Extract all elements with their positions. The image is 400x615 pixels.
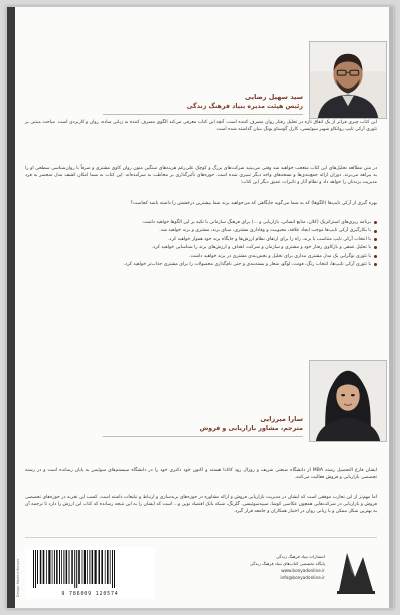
barcode-bar	[43, 550, 45, 584]
barcode-bar	[69, 550, 70, 584]
caption-rule	[103, 436, 303, 437]
book-back-cover	[6, 6, 394, 609]
isbn-barcode	[25, 547, 155, 599]
barcode-bar	[114, 550, 115, 588]
barcode-bar	[71, 550, 73, 584]
publisher-email[interactable]: info@bonyadonline.ir	[280, 575, 325, 580]
person-1-caption	[93, 93, 303, 115]
publisher-tagline: پایگاه تخصصی کتاب‌های بنیاد فرهنگ زندگی	[249, 561, 325, 566]
barcode-bar	[56, 550, 58, 584]
person-2-name: سارا میرزایی	[260, 415, 303, 423]
barcode-bar	[82, 550, 83, 584]
barcode-bar	[101, 550, 103, 584]
barcode-bar	[110, 550, 111, 584]
list-item: با بکارگیری آرکی تایپ‌ها موجب ایجاد علاقه، محبوبیت و وفاداری مشتری، مبنای برند، مشتری و برند خواهید شد.	[25, 227, 377, 234]
portrait-photo-2	[309, 360, 387, 442]
archetype-paragraph: بهره گیری از آرکی تایپ‌ها (الگوها) که به شما می‌گوید جایگاهی که می‌خواهید برند شما بیشترین درخشش را داشته باشد کجاست؟	[130, 201, 377, 206]
barcode-bar	[37, 550, 38, 584]
barcode-bar	[89, 550, 90, 584]
intro-paragraph: این کتاب چیزی فراتر از یک اتفاق تازه در تحلیل رفتار روان مصرف کننده است. آنچه این کتاب معرفی می‌کند الگوی مصرف کننده به زبانی ساده، روان و کاربردی است. مباحث مبتنی بر تئوری آرکی تایپ روانکاو شهیر سوئیسی، کارل گوستاو یونگ بنیان گذاشته شده است.	[25, 120, 377, 133]
publisher-website[interactable]: www.bonyadonline.ir	[281, 568, 325, 573]
list-item: با تئوری آرکی تایپ‌ها، انتخاب رنگ، فونت، لوگو، شعار و بسته‌بندی و حتی نام‌گذاری محصولات را برای مشتری جذاب‌تر خواهید کرد.	[25, 261, 377, 268]
list-item: با تئوری نوگرایی یک مدل مشتری مداری برای تحلیل و بخش‌بندی مشتری در برند خواهید داشت.	[25, 253, 377, 260]
barcode-bar	[61, 550, 62, 584]
barcode-bar	[63, 550, 64, 584]
person-2-role: مترجم، مشاور بازاریابی و فروش	[199, 425, 303, 432]
publisher-info	[175, 553, 325, 581]
portrait-photo-1	[309, 41, 387, 119]
barcode-icon	[25, 547, 155, 589]
spine-edge	[7, 7, 15, 608]
translator-experience-paragraph: اما مهم‌تر از این تجارب موفقی است که ایشان در مدیریت بازاریابی فروش و ارائه مشاوره در حوزه‌های برندسازی و ارتباط و تبلیغات داشته است. کسب این تجربه در حوزه‌های تخصصی فروش و بازاریابی در شرکت‌هایی همچون عکاسی کوشا، سپیدسوئیسی، گلرنگ، شبکه بانک اقتصاد نوین و... است که ایشان را به این نتیجه رسانده که کتاب این ارزش را دارد تا ترجمه آن به بهترین شکل ممکن و با زبانی روان در اختیار همکاران و جامعه قرار گیرد.	[25, 495, 377, 515]
publisher-logo-icon	[333, 547, 379, 597]
barcode-bar	[59, 550, 60, 584]
page-edge	[389, 7, 393, 608]
barcode-bar	[95, 550, 97, 584]
barcode-bar	[87, 550, 88, 584]
barcode-bar	[92, 550, 94, 584]
isbn-number: 9 786009 120574	[61, 591, 119, 597]
barcode-bar	[78, 550, 80, 584]
person-1-role: رئیس هیئت مدیره بنیاد فرهنگ زندگی	[186, 103, 303, 110]
barcode-bar	[99, 550, 101, 584]
barcode-bar	[107, 550, 109, 584]
barcode-bar	[35, 550, 36, 588]
publisher-name: انتشارات بنیاد فرهنگ زندگی	[276, 554, 325, 559]
barcode-bar	[105, 550, 106, 584]
design-credit: Design: Nashr-e Bonyad	[16, 558, 20, 597]
benefits-list	[25, 219, 377, 269]
barcode-bar	[54, 550, 55, 584]
barcode-bar	[52, 550, 53, 584]
footer-divider	[25, 537, 377, 538]
person-2-caption	[93, 415, 303, 437]
translator-bio-paragraph: ایشان فارغ التحصیل رشته MBA از دانشگاه صنعتی شریف و روزال ‌رود کانادا هستند و اکنون خود دکتری خود را در دانشگاه سیستم‌های سوئیس به پایان رسانده است و در رشته تخصصی بازاریابی و فروش فعالیت می‌کنند.	[25, 468, 377, 481]
caption-rule	[103, 114, 303, 115]
barcode-bar	[48, 550, 50, 584]
list-item: با انتخاب آرکی تایپ متناسب با برند، راه را برای ارتقای نظام ارزش‌ها و جایگاه برند خود هموار خواهید کرد.	[25, 236, 377, 243]
barcode-bar	[112, 550, 113, 588]
barcode-bar	[76, 550, 77, 588]
barcode-bar	[74, 550, 75, 588]
barcode-bar	[66, 550, 68, 584]
barcode-bar	[84, 550, 86, 584]
barcode-bar	[46, 550, 47, 584]
barcode-bar	[33, 550, 34, 588]
list-item: با تحلیل عمقی و بازکاوی رفتار خود و مشتری و سازمان و شرکت، اهداف و ارزش‌های برند را شناسایی خواهید کرد.	[25, 244, 377, 251]
barcode-bar	[40, 550, 42, 584]
list-item: برنامه ریزی‌های استراتژیک (کلان، منابع انسانی، بازاریابی و ...) برای فرهنگ سازمانی با تکیه بر این الگوها خواهید داشت.	[25, 219, 377, 226]
analysis-paragraph: در متن مطالعه تحلیل‌های این کتاب متعجب خواهید شد وقتی می‌بینید شرکت‌های بزرگ و کوچک علی‌رغم هزینه‌های سنگین متون روان کاوی مشتری و صرفاً با روان‌شناسی سطحی او را به بیراهه می‌برند. دوران ارائه جمع‌بندی‌ها و نسخه‌های واحد دیگر سپری شده است. حوزه‌های تأثیرگذاری بر مخاطب به سرآمده‌اند. این کتاب به شما امکان کشف مدل منحصر به فرد مدیریت برندتان را خواهد داد و نظام آثار و تاثیرات عمیق دیگر این کتاب:	[25, 166, 377, 186]
person-1-name: سید سهیل رضایی	[245, 93, 303, 101]
